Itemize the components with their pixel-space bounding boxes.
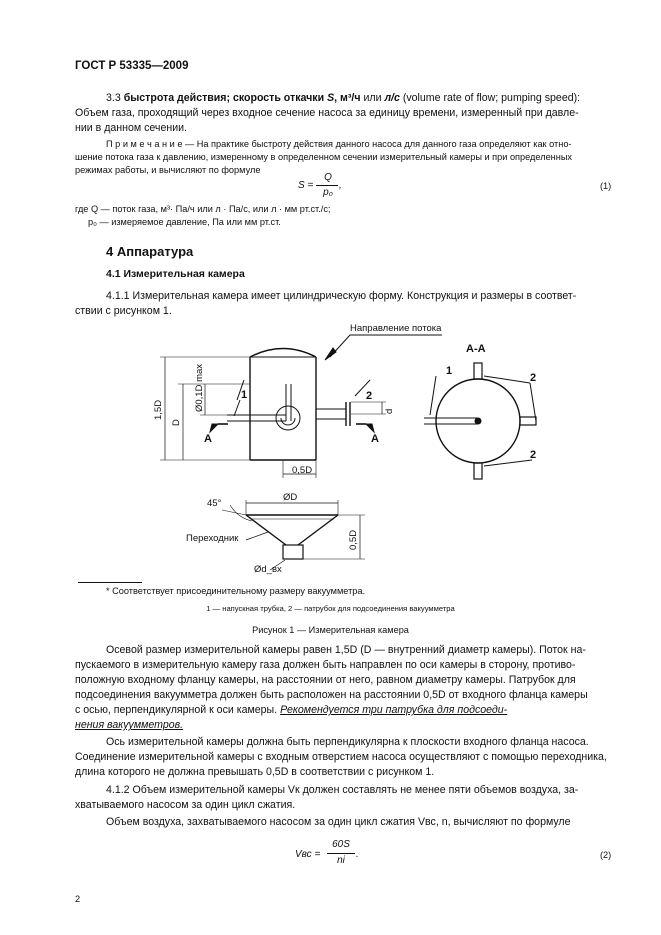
dim-phi-d-inlet: Ød_вх — [254, 564, 282, 575]
note-line2: шение потока газа к давлению, измеренному в определенном сечении измерительный камеры и при определенных — [75, 152, 573, 162]
section-number: 3.3 — [106, 92, 121, 104]
label-1-side: 1 — [241, 389, 248, 401]
body-b-line2: Соединение измерительной камеры с входным отверстием насоса осуществляют с помощью переходника, — [75, 751, 607, 763]
equation-2-denominator: ni — [337, 855, 345, 866]
equation-1-number: (1) — [600, 181, 612, 191]
dim-0-5d-right: 0,5D — [348, 529, 359, 550]
body-b-line1: Ось измерительной камеры должна быть перпендикулярна к плоскости входного фланца насоса. — [106, 736, 589, 748]
equation-1-denominator: p₀ — [323, 187, 333, 198]
body-b-line3: длина которого не должна превышать 0,5D в соответствии с рисунком 1. — [75, 766, 435, 778]
footnote — [106, 585, 365, 598]
label-1-section: 1 — [446, 365, 453, 377]
section-label: А-А — [466, 343, 486, 355]
footnote-text: Соответствует присоединительному размеру вакуумметра. — [112, 586, 366, 596]
term: быстрота действия; скорость откачки — [123, 92, 325, 104]
equation-2-number: (2) — [600, 850, 612, 860]
dim-phi-d: ØD — [283, 492, 298, 503]
body-recommendation: Рекомендуется три патрубка для подсоеди- — [280, 704, 508, 716]
equation-2-numerator: 60S — [332, 839, 350, 850]
footnote-marker: * — [106, 586, 110, 596]
equation-1-tail: , — [339, 180, 342, 191]
section-4-1-title: 4.1 Измерительная камера — [106, 268, 245, 280]
equation-2-fraction-bar — [327, 853, 355, 854]
figure-legend: 1 — напускная трубка, 2 — патрубок для подсоединения вакуумметра — [206, 604, 455, 613]
body-a-line1: Осевой размер измерительной камеры равен 1,5D (D — внутренний диаметр камеры). Поток на- — [106, 644, 586, 656]
body-c-line1: 4.1.2 Объем измерительной камеры Vк должен составлять не менее пяти объемов воздуха, за- — [106, 784, 579, 796]
document-header: ГОСТ Р 53335—2009 — [75, 60, 189, 72]
section-3-3-line3: нии в данном сечении. — [75, 122, 187, 134]
note-line1: П р и м е ч а н и е — На практике быстроту действия данного насоса для данного газа определяют как отно- — [106, 139, 572, 149]
dim-1-5d: 1,5D — [153, 399, 164, 420]
label-2-section-bottom: 2 — [530, 449, 537, 461]
body-a-line3: положную входному фланцу камеры, на расстоянии от него, равном диаметру камеры. Патрубок для — [75, 674, 576, 686]
body-a-line2: пускаемого в измерительную камеру газа должен быть направлен по оси камеры в сторону, противо- — [75, 659, 576, 671]
term-unit: м³/ч — [340, 92, 361, 104]
body-c-line2: хватываемого насосом за один цикл сжатия. — [75, 799, 296, 811]
label-2-section-top: 2 — [530, 372, 537, 384]
body-a-line4: подсоединения вакуумметра должен быть расположен на расстоянии 0,5D от входного фланца камеры — [75, 689, 588, 701]
page-number: 2 — [75, 894, 81, 904]
where-line1: где Q — поток газа, м³· Па/ч или л · Па/с, или л · мм рт.ст./с; — [75, 204, 331, 214]
body-a-line5 — [75, 703, 616, 718]
section-marker-a-right: А — [371, 433, 379, 445]
section-marker-a-left: А — [204, 433, 212, 445]
dim-0-5d-bottom: 0,5D — [292, 465, 313, 476]
footnote-rule — [78, 582, 142, 583]
flow-direction-label: Направление потока — [350, 323, 442, 334]
body-a-line5-text: с осью, перпендикулярной к оси камеры. — [75, 704, 278, 716]
term-unit-2: л/с — [384, 92, 400, 104]
note-line3: режимах работы, и вычисляют по формуле — [75, 165, 261, 175]
section-4-title: 4 Аппаратура — [106, 244, 194, 259]
dim-0-1d: Ø0,1D max — [194, 363, 205, 412]
para-4-1-1-line2: ствии с рисунком 1. — [75, 305, 172, 317]
para-4-1-1-line1: 4.1.1 Измерительная камера имеет цилиндрическую форму. Конструкция и размеры в соответ- — [106, 290, 577, 302]
term-symbol: S — [327, 92, 335, 104]
section-3-3-line1: 3.3 быстрота действия; скорость откачки S, м³/ч или л/с (volume rate of flow; pumping speed): — [106, 92, 581, 104]
dim-d-label: D — [171, 419, 182, 426]
equation-2-tail: . — [356, 849, 359, 860]
label-2-side: 2 — [366, 390, 373, 402]
dim-small-d: d — [384, 408, 395, 414]
transition-label: Переходник — [186, 533, 239, 544]
term-english: (volume rate of flow; pumping speed): — [402, 92, 581, 104]
dim-45-deg: 45° — [207, 498, 222, 509]
body-d-line1: Объем воздуха, захватываемого насосом за один цикл сжатия Vвс, n, вычисляют по формуле — [106, 816, 571, 828]
where-line2: p₀ — измеряемое давление, Па или мм рт.ст. — [88, 217, 281, 227]
equation-1-lhs: S = — [298, 180, 314, 191]
equation-2-lhs: Vвс = — [295, 849, 321, 860]
figure-caption: Рисунок 1 — Измерительная камера — [252, 625, 409, 635]
equation-1-numerator: Q — [324, 172, 332, 183]
section-3-3-line2: Объем газа, проходящий через входное сечение насоса за единицу времени, измеренный при давле- — [75, 107, 579, 119]
or-word: или — [363, 92, 382, 104]
body-a-line6: нения вакуумметров. — [75, 719, 184, 731]
